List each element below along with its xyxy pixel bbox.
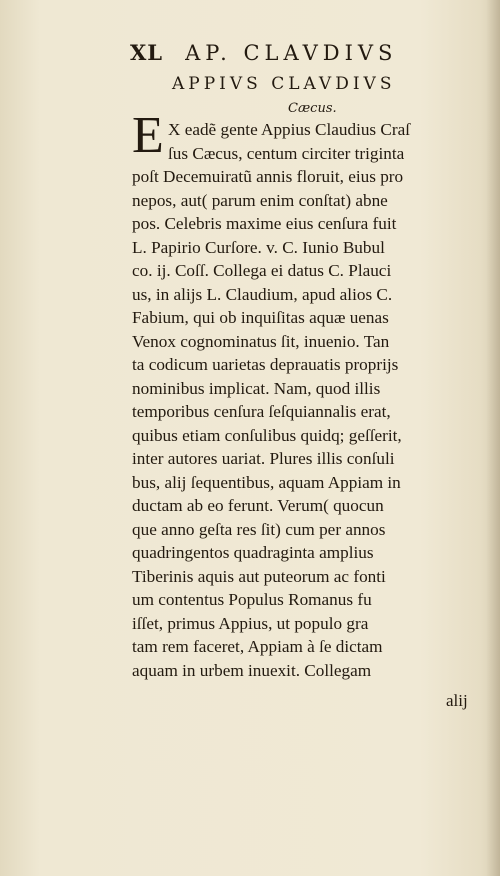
text-line: que anno geſta res ſit) cum per annos bbox=[132, 519, 386, 539]
text-line: co. ij. Coſſ. Collega ei datus C. Plauci bbox=[132, 261, 392, 280]
catchword: alij bbox=[446, 691, 468, 710]
text-line: tam rem faceret, Appiam à ſe dictam bbox=[132, 637, 383, 656]
folio-number: XL bbox=[130, 40, 164, 65]
text-line: um contentus Populus Romanus fu bbox=[132, 590, 372, 609]
text-line: Fabium, qui ob inquiſitas aquæ uenas bbox=[132, 308, 389, 327]
drop-cap: E bbox=[132, 107, 164, 164]
text-line: ductam ab eo ferunt. Verum( quocun bbox=[132, 496, 384, 515]
text-line: ſus Cæcus, centum circiter triginta bbox=[168, 143, 405, 163]
text-line: quibus etiam conſulibus quidq; geſſerit, bbox=[132, 425, 402, 445]
text-line: pos. Celebris maxime eius cenſura fuit bbox=[132, 214, 397, 233]
chapter-heading: APPIVS CLAVDIVS bbox=[172, 74, 396, 94]
text-line: temporibus cenſura ſeſquiannalis erat, bbox=[132, 402, 391, 421]
text-line: aquam in urbem inuexit. Collegam bbox=[132, 660, 372, 680]
text-line: Venox cognominatus ſit, inuenio. Tan bbox=[132, 331, 390, 351]
text-line: ta codicum uarietas deprauatis proprijs bbox=[132, 355, 399, 374]
body-text bbox=[132, 118, 490, 682]
chapter-subheading: Cæcus. bbox=[288, 101, 337, 116]
text-line: us, in alijs L. Claudium, apud alios C. bbox=[132, 284, 393, 304]
text-line: inter autores uariat. Plures illis conſuli bbox=[132, 449, 395, 468]
text-line: quadringentos quadraginta amplius bbox=[132, 543, 374, 562]
text-line: nepos, aut( parum enim conſtat) abne bbox=[132, 190, 388, 210]
text-line: X eadẽ gente Appius Claudius Craſ bbox=[168, 120, 411, 139]
text-line: Tiberinis aquis aut puteorum ac fonti bbox=[132, 566, 386, 586]
text-line: L. Papirio Curſore. v. C. Iunio Bubul bbox=[132, 237, 385, 257]
text-line: nominibus implicat. Nam, quod illis bbox=[132, 378, 381, 398]
text-line: poſt Decemuiratũ annis floruit, eius pro bbox=[132, 167, 404, 186]
running-title: AP. CLAVDIVS bbox=[185, 41, 398, 65]
text-line: iſſet, primus Appius, ut populo gra bbox=[132, 613, 369, 633]
running-head bbox=[130, 40, 460, 65]
text-line: bus, alij ſequentibus, aquam Appiam in bbox=[132, 472, 401, 492]
